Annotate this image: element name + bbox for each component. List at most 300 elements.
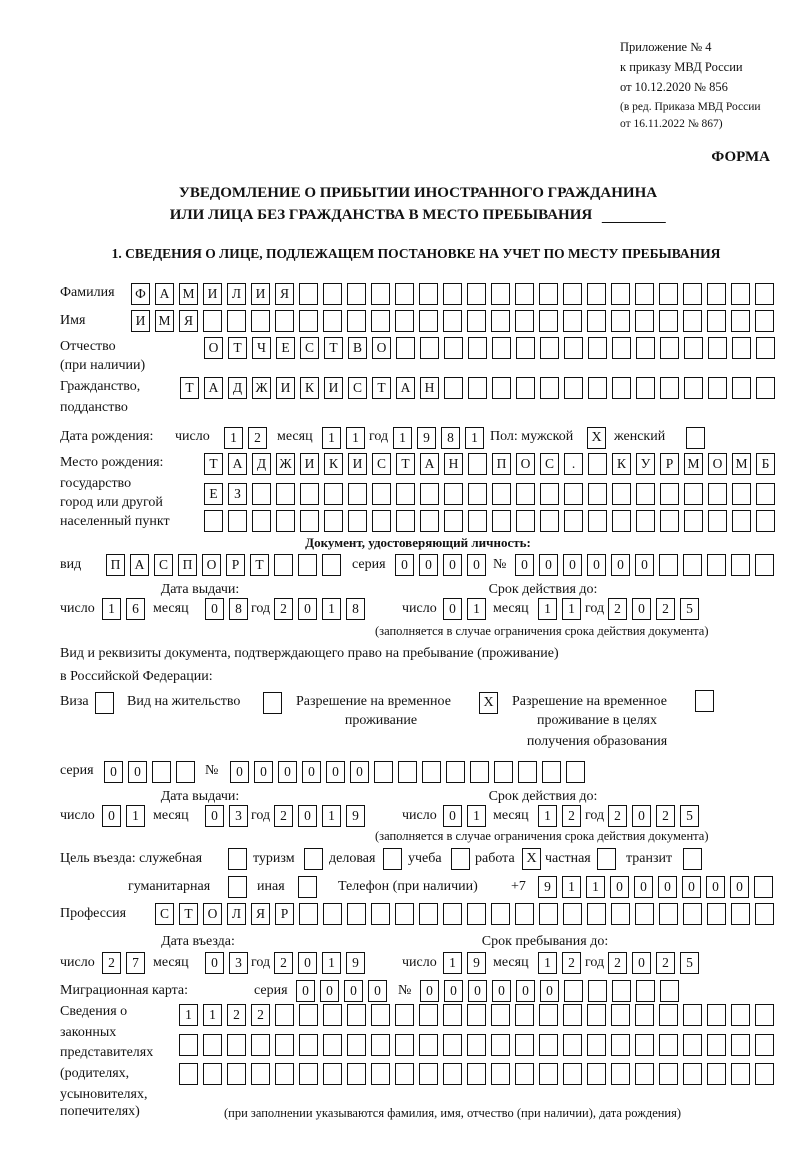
char-box[interactable]: 0 <box>344 980 363 1002</box>
char-box[interactable]: С <box>372 453 391 475</box>
residence-permit-checkbox[interactable] <box>263 692 282 714</box>
char-box[interactable] <box>636 377 655 399</box>
char-box[interactable] <box>755 1034 774 1056</box>
char-box[interactable]: Т <box>324 337 343 359</box>
char-box[interactable] <box>612 483 631 505</box>
char-box[interactable]: 2 <box>608 598 627 620</box>
char-box[interactable] <box>708 483 727 505</box>
char-box[interactable] <box>227 310 246 332</box>
char-box[interactable]: С <box>154 554 173 576</box>
char-box[interactable]: 0 <box>443 805 462 827</box>
surname-field[interactable] <box>131 283 774 304</box>
char-box[interactable] <box>467 1004 486 1026</box>
char-box[interactable]: Р <box>660 453 679 475</box>
char-box[interactable]: О <box>372 337 391 359</box>
char-box[interactable] <box>494 761 513 783</box>
char-box[interactable] <box>587 1034 606 1056</box>
char-box[interactable] <box>611 283 630 305</box>
stay-valid-day-field[interactable] <box>443 805 486 826</box>
sex-female-checkbox[interactable] <box>686 427 705 449</box>
char-box[interactable]: К <box>612 453 631 475</box>
char-box[interactable] <box>611 310 630 332</box>
temp-residence-checkbox[interactable]: X <box>479 692 498 714</box>
char-box[interactable] <box>683 554 702 576</box>
char-box[interactable] <box>374 761 393 783</box>
char-box[interactable]: 1 <box>562 876 581 898</box>
char-box[interactable]: 0 <box>632 805 651 827</box>
char-box[interactable]: 1 <box>322 805 341 827</box>
char-box[interactable] <box>371 1063 390 1085</box>
char-box[interactable] <box>371 1034 390 1056</box>
char-box[interactable] <box>203 310 222 332</box>
char-box[interactable] <box>323 1034 342 1056</box>
char-box[interactable] <box>635 283 654 305</box>
char-box[interactable] <box>707 903 726 925</box>
stay-until-year-field[interactable] <box>608 952 699 973</box>
name-field[interactable] <box>131 310 774 331</box>
char-box[interactable]: И <box>276 377 295 399</box>
char-box[interactable]: 0 <box>298 598 317 620</box>
char-box[interactable]: 3 <box>229 952 248 974</box>
char-box[interactable] <box>563 1004 582 1026</box>
char-box[interactable]: 8 <box>441 427 460 449</box>
patronymic-field[interactable] <box>204 337 775 358</box>
char-box[interactable]: Д <box>252 453 271 475</box>
char-box[interactable] <box>515 1034 534 1056</box>
char-box[interactable] <box>492 510 511 532</box>
char-box[interactable]: 2 <box>562 952 581 974</box>
char-box[interactable]: 2 <box>656 952 675 974</box>
char-box[interactable] <box>612 980 631 1002</box>
char-box[interactable] <box>539 903 558 925</box>
char-box[interactable] <box>300 483 319 505</box>
char-box[interactable]: 1 <box>562 598 581 620</box>
char-box[interactable]: 3 <box>229 805 248 827</box>
char-box[interactable] <box>660 980 679 1002</box>
char-box[interactable]: 0 <box>587 554 606 576</box>
char-box[interactable] <box>299 310 318 332</box>
char-box[interactable] <box>707 310 726 332</box>
char-box[interactable] <box>564 510 583 532</box>
char-box[interactable] <box>515 310 534 332</box>
char-box[interactable]: С <box>300 337 319 359</box>
char-box[interactable]: 0 <box>563 554 582 576</box>
stay-until-day-field[interactable] <box>443 952 486 973</box>
char-box[interactable] <box>324 510 343 532</box>
char-box[interactable] <box>395 1004 414 1026</box>
id-issue-day-field[interactable] <box>102 598 145 619</box>
char-box[interactable] <box>756 510 775 532</box>
char-box[interactable] <box>707 1004 726 1026</box>
char-box[interactable] <box>395 1034 414 1056</box>
char-box[interactable] <box>612 377 631 399</box>
char-box[interactable] <box>755 1063 774 1085</box>
char-box[interactable]: 5 <box>680 952 699 974</box>
char-box[interactable] <box>398 761 417 783</box>
migration-series-field[interactable] <box>296 980 387 1001</box>
char-box[interactable] <box>708 510 727 532</box>
char-box[interactable]: А <box>396 377 415 399</box>
char-box[interactable]: И <box>348 453 367 475</box>
char-box[interactable] <box>731 283 750 305</box>
char-box[interactable] <box>566 761 585 783</box>
char-box[interactable] <box>732 337 751 359</box>
char-box[interactable] <box>299 1063 318 1085</box>
char-box[interactable]: А <box>228 453 247 475</box>
visa-checkbox[interactable] <box>95 692 114 714</box>
char-box[interactable] <box>755 903 774 925</box>
birth-year-field[interactable] <box>393 427 484 448</box>
char-box[interactable] <box>251 310 270 332</box>
char-box[interactable]: Т <box>372 377 391 399</box>
id-kind-field[interactable] <box>106 554 341 575</box>
char-box[interactable] <box>227 1063 246 1085</box>
char-box[interactable]: 0 <box>443 554 462 576</box>
char-box[interactable] <box>563 903 582 925</box>
char-box[interactable]: 1 <box>393 427 412 449</box>
char-box[interactable] <box>587 903 606 925</box>
char-box[interactable]: П <box>492 453 511 475</box>
char-box[interactable] <box>539 1034 558 1056</box>
char-box[interactable] <box>419 310 438 332</box>
char-box[interactable]: А <box>155 283 174 305</box>
char-box[interactable]: 0 <box>635 554 654 576</box>
id-issue-month-field[interactable] <box>205 598 248 619</box>
char-box[interactable] <box>660 510 679 532</box>
char-box[interactable] <box>228 510 247 532</box>
char-box[interactable]: 2 <box>251 1004 270 1026</box>
char-box[interactable]: И <box>300 453 319 475</box>
char-box[interactable] <box>419 1034 438 1056</box>
char-box[interactable] <box>563 1034 582 1056</box>
char-box[interactable] <box>251 1034 270 1056</box>
char-box[interactable] <box>515 283 534 305</box>
char-box[interactable] <box>396 510 415 532</box>
char-box[interactable] <box>322 554 341 576</box>
char-box[interactable] <box>467 1063 486 1085</box>
char-box[interactable] <box>660 483 679 505</box>
char-box[interactable]: 0 <box>539 554 558 576</box>
char-box[interactable] <box>395 283 414 305</box>
birthplace-line-3[interactable] <box>204 510 775 531</box>
char-box[interactable]: 0 <box>443 598 462 620</box>
char-box[interactable]: 0 <box>444 980 463 1002</box>
char-box[interactable] <box>659 283 678 305</box>
char-box[interactable] <box>420 510 439 532</box>
char-box[interactable] <box>372 510 391 532</box>
char-box[interactable] <box>371 283 390 305</box>
char-box[interactable] <box>179 1063 198 1085</box>
char-box[interactable] <box>347 283 366 305</box>
char-box[interactable]: 0 <box>320 980 339 1002</box>
char-box[interactable]: 1 <box>467 805 486 827</box>
char-box[interactable] <box>444 510 463 532</box>
char-box[interactable] <box>659 1034 678 1056</box>
char-box[interactable]: А <box>130 554 149 576</box>
char-box[interactable] <box>516 337 535 359</box>
char-box[interactable]: 2 <box>102 952 121 974</box>
representatives-line-3[interactable] <box>179 1063 774 1084</box>
char-box[interactable] <box>659 1063 678 1085</box>
char-box[interactable] <box>756 483 775 505</box>
char-box[interactable]: 0 <box>632 952 651 974</box>
char-box[interactable] <box>636 980 655 1002</box>
char-box[interactable] <box>518 761 537 783</box>
char-box[interactable]: М <box>684 453 703 475</box>
char-box[interactable]: . <box>564 453 583 475</box>
char-box[interactable] <box>540 337 559 359</box>
char-box[interactable] <box>203 1034 222 1056</box>
char-box[interactable] <box>635 1034 654 1056</box>
char-box[interactable]: М <box>155 310 174 332</box>
char-box[interactable] <box>563 310 582 332</box>
id-issue-year-field[interactable] <box>274 598 365 619</box>
char-box[interactable]: 0 <box>254 761 273 783</box>
char-box[interactable]: А <box>420 453 439 475</box>
char-box[interactable]: И <box>324 377 343 399</box>
char-box[interactable] <box>348 483 367 505</box>
char-box[interactable] <box>491 310 510 332</box>
char-box[interactable]: Т <box>396 453 415 475</box>
char-box[interactable]: 0 <box>298 952 317 974</box>
char-box[interactable]: 8 <box>229 598 248 620</box>
char-box[interactable]: Р <box>226 554 245 576</box>
char-box[interactable] <box>684 483 703 505</box>
entry-year-field[interactable] <box>274 952 365 973</box>
char-box[interactable]: 0 <box>467 554 486 576</box>
char-box[interactable] <box>275 1034 294 1056</box>
char-box[interactable]: 2 <box>274 805 293 827</box>
char-box[interactable] <box>587 310 606 332</box>
char-box[interactable]: 1 <box>443 952 462 974</box>
entry-day-field[interactable] <box>102 952 145 973</box>
stay-series-field[interactable] <box>104 761 195 782</box>
char-box[interactable] <box>299 283 318 305</box>
char-box[interactable] <box>611 1063 630 1085</box>
char-box[interactable]: К <box>324 453 343 475</box>
char-box[interactable] <box>276 483 295 505</box>
char-box[interactable] <box>467 903 486 925</box>
char-box[interactable]: Б <box>756 453 775 475</box>
char-box[interactable] <box>491 903 510 925</box>
char-box[interactable] <box>611 1004 630 1026</box>
char-box[interactable] <box>754 876 773 898</box>
char-box[interactable] <box>203 1063 222 1085</box>
char-box[interactable] <box>659 1004 678 1026</box>
char-box[interactable] <box>492 377 511 399</box>
char-box[interactable]: 0 <box>368 980 387 1002</box>
char-box[interactable] <box>443 1034 462 1056</box>
char-box[interactable] <box>588 483 607 505</box>
char-box[interactable] <box>587 1004 606 1026</box>
char-box[interactable] <box>755 554 774 576</box>
char-box[interactable]: 2 <box>608 805 627 827</box>
stay-issue-day-field[interactable] <box>102 805 145 826</box>
char-box[interactable] <box>491 1004 510 1026</box>
char-box[interactable] <box>347 1063 366 1085</box>
char-box[interactable] <box>588 337 607 359</box>
char-box[interactable]: 0 <box>128 761 147 783</box>
char-box[interactable] <box>251 1063 270 1085</box>
char-box[interactable]: А <box>204 377 223 399</box>
char-box[interactable]: 0 <box>205 952 224 974</box>
char-box[interactable] <box>731 903 750 925</box>
char-box[interactable]: Я <box>251 903 270 925</box>
char-box[interactable]: 9 <box>417 427 436 449</box>
representatives-line-2[interactable] <box>179 1034 774 1055</box>
char-box[interactable]: 0 <box>540 980 559 1002</box>
char-box[interactable]: 0 <box>515 554 534 576</box>
id-number-field[interactable] <box>515 554 774 575</box>
char-box[interactable] <box>274 554 293 576</box>
char-box[interactable] <box>252 483 271 505</box>
char-box[interactable]: 9 <box>346 805 365 827</box>
char-box[interactable] <box>348 510 367 532</box>
char-box[interactable] <box>564 337 583 359</box>
char-box[interactable]: 6 <box>126 598 145 620</box>
char-box[interactable] <box>708 377 727 399</box>
purpose-transit-checkbox[interactable] <box>683 848 702 870</box>
char-box[interactable] <box>491 283 510 305</box>
char-box[interactable] <box>684 510 703 532</box>
char-box[interactable] <box>446 761 465 783</box>
char-box[interactable]: 5 <box>680 598 699 620</box>
char-box[interactable]: 7 <box>126 952 145 974</box>
char-box[interactable]: 2 <box>274 952 293 974</box>
char-box[interactable]: 0 <box>634 876 653 898</box>
char-box[interactable] <box>732 483 751 505</box>
char-box[interactable] <box>152 761 171 783</box>
birthplace-line-2[interactable] <box>204 483 775 504</box>
char-box[interactable] <box>396 337 415 359</box>
char-box[interactable] <box>468 483 487 505</box>
char-box[interactable]: Л <box>227 283 246 305</box>
char-box[interactable] <box>611 1034 630 1056</box>
char-box[interactable] <box>539 310 558 332</box>
char-box[interactable]: 2 <box>656 598 675 620</box>
char-box[interactable] <box>756 337 775 359</box>
char-box[interactable]: И <box>131 310 150 332</box>
char-box[interactable] <box>659 903 678 925</box>
char-box[interactable]: П <box>178 554 197 576</box>
char-box[interactable]: 9 <box>346 952 365 974</box>
char-box[interactable] <box>635 1063 654 1085</box>
char-box[interactable]: Ф <box>131 283 150 305</box>
id-valid-month-field[interactable] <box>538 598 581 619</box>
char-box[interactable]: Т <box>250 554 269 576</box>
char-box[interactable] <box>371 310 390 332</box>
purpose-private-checkbox[interactable] <box>597 848 616 870</box>
char-box[interactable] <box>515 1004 534 1026</box>
char-box[interactable] <box>684 377 703 399</box>
char-box[interactable] <box>299 903 318 925</box>
char-box[interactable] <box>467 310 486 332</box>
char-box[interactable] <box>298 554 317 576</box>
char-box[interactable] <box>612 510 631 532</box>
char-box[interactable] <box>707 1063 726 1085</box>
id-series-field[interactable] <box>395 554 486 575</box>
char-box[interactable] <box>443 283 462 305</box>
char-box[interactable] <box>636 483 655 505</box>
char-box[interactable]: О <box>204 337 223 359</box>
stay-issue-year-field[interactable] <box>274 805 365 826</box>
char-box[interactable] <box>204 510 223 532</box>
char-box[interactable] <box>542 761 561 783</box>
char-box[interactable]: 0 <box>610 876 629 898</box>
char-box[interactable] <box>395 1063 414 1085</box>
char-box[interactable] <box>564 980 583 1002</box>
char-box[interactable] <box>443 310 462 332</box>
char-box[interactable]: Т <box>180 377 199 399</box>
char-box[interactable]: 0 <box>278 761 297 783</box>
char-box[interactable] <box>540 483 559 505</box>
char-box[interactable] <box>683 1034 702 1056</box>
char-box[interactable] <box>516 483 535 505</box>
migration-number-field[interactable] <box>420 980 679 1001</box>
char-box[interactable]: 0 <box>658 876 677 898</box>
char-box[interactable]: 1 <box>465 427 484 449</box>
stay-until-month-field[interactable] <box>538 952 581 973</box>
char-box[interactable] <box>468 453 487 475</box>
char-box[interactable] <box>588 377 607 399</box>
char-box[interactable] <box>708 337 727 359</box>
id-valid-day-field[interactable] <box>443 598 486 619</box>
char-box[interactable]: 0 <box>395 554 414 576</box>
char-box[interactable]: Н <box>444 453 463 475</box>
char-box[interactable] <box>468 337 487 359</box>
char-box[interactable]: 1 <box>102 598 121 620</box>
char-box[interactable]: 0 <box>468 980 487 1002</box>
char-box[interactable] <box>516 377 535 399</box>
char-box[interactable]: 0 <box>730 876 749 898</box>
char-box[interactable] <box>588 510 607 532</box>
id-valid-year-field[interactable] <box>608 598 699 619</box>
char-box[interactable] <box>422 761 441 783</box>
char-box[interactable]: О <box>202 554 221 576</box>
char-box[interactable] <box>276 510 295 532</box>
char-box[interactable] <box>347 1034 366 1056</box>
char-box[interactable]: М <box>732 453 751 475</box>
char-box[interactable] <box>227 1034 246 1056</box>
char-box[interactable]: С <box>155 903 174 925</box>
char-box[interactable] <box>636 510 655 532</box>
char-box[interactable] <box>275 1004 294 1026</box>
char-box[interactable] <box>275 1063 294 1085</box>
char-box[interactable] <box>443 903 462 925</box>
char-box[interactable] <box>635 903 654 925</box>
char-box[interactable] <box>443 1063 462 1085</box>
char-box[interactable]: Ч <box>252 337 271 359</box>
char-box[interactable]: 0 <box>205 598 224 620</box>
birthplace-line-1[interactable] <box>204 453 775 474</box>
char-box[interactable] <box>492 483 511 505</box>
char-box[interactable]: 0 <box>516 980 535 1002</box>
char-box[interactable] <box>659 310 678 332</box>
char-box[interactable]: 2 <box>248 427 267 449</box>
char-box[interactable]: 0 <box>230 761 249 783</box>
char-box[interactable]: 1 <box>322 427 341 449</box>
char-box[interactable] <box>731 1004 750 1026</box>
char-box[interactable] <box>660 337 679 359</box>
char-box[interactable] <box>347 1004 366 1026</box>
char-box[interactable]: 0 <box>420 980 439 1002</box>
char-box[interactable]: Е <box>204 483 223 505</box>
char-box[interactable]: 0 <box>419 554 438 576</box>
char-box[interactable] <box>588 453 607 475</box>
char-box[interactable] <box>635 1004 654 1026</box>
char-box[interactable]: 1 <box>538 805 557 827</box>
char-box[interactable] <box>659 554 678 576</box>
